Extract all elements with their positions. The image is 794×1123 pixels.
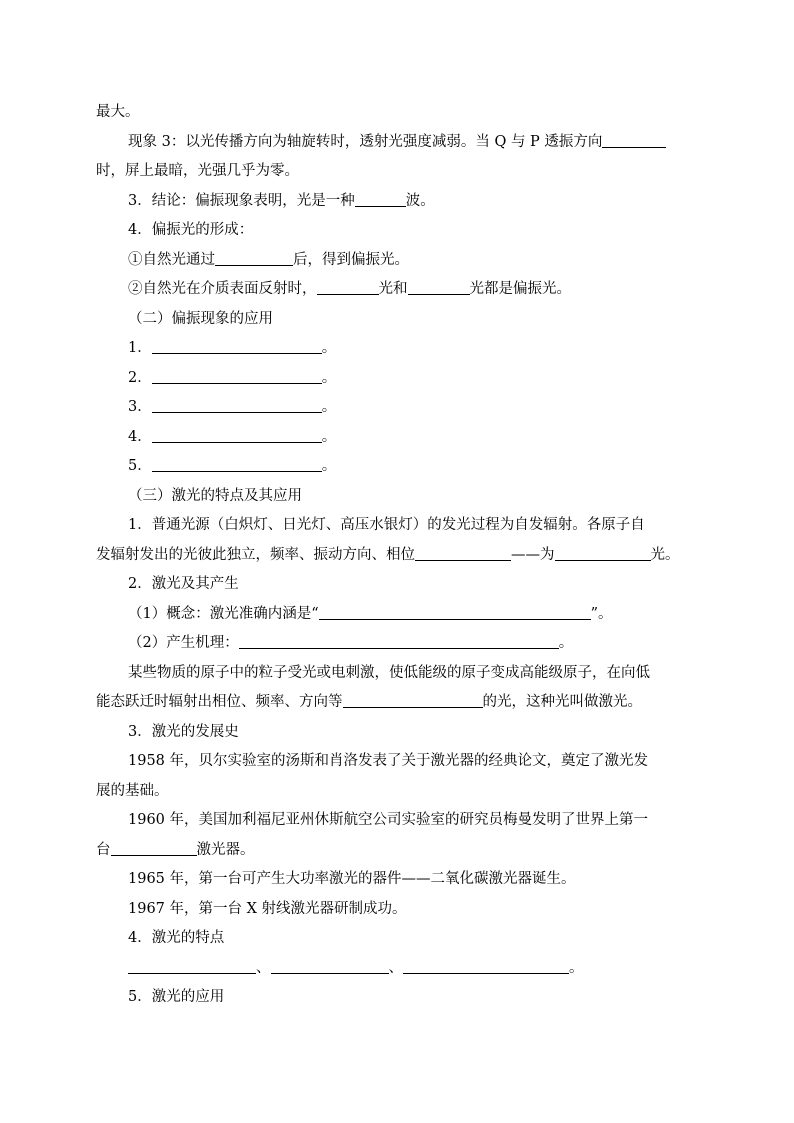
text-line bbox=[96, 275, 700, 305]
fill-blank[interactable] bbox=[343, 693, 483, 708]
text: 发辐射发出的光彼此独立，频率、振动方向、相位 bbox=[96, 546, 415, 563]
fill-blank[interactable] bbox=[152, 457, 322, 472]
text-line bbox=[96, 246, 700, 276]
text: 5．激光的应用 bbox=[128, 989, 225, 1005]
text-line bbox=[96, 541, 700, 571]
text-line bbox=[96, 157, 700, 187]
text: 4．偏振光的形成： bbox=[128, 222, 254, 238]
section-heading bbox=[96, 482, 700, 512]
text-line bbox=[96, 954, 700, 984]
fill-blank[interactable] bbox=[215, 251, 293, 266]
text: 展的基础。 bbox=[96, 782, 169, 799]
text: 2．激光及其产生 bbox=[128, 576, 239, 592]
text: 。 bbox=[321, 340, 337, 356]
text-line bbox=[96, 865, 700, 895]
text: 波。 bbox=[405, 192, 435, 209]
text: 3．激光的发展史 bbox=[128, 723, 239, 740]
text: 光都是偏振光。 bbox=[469, 281, 571, 297]
list-item bbox=[96, 393, 700, 423]
fill-blank[interactable] bbox=[403, 959, 569, 974]
fill-blank[interactable] bbox=[152, 428, 322, 443]
fill-blank[interactable] bbox=[152, 369, 322, 384]
fill-blank[interactable] bbox=[152, 339, 322, 354]
fill-blank[interactable] bbox=[271, 959, 389, 974]
text: 光。 bbox=[650, 546, 680, 563]
text: 台 bbox=[96, 841, 111, 858]
text-line bbox=[96, 629, 700, 659]
text-line bbox=[96, 570, 700, 600]
fill-blank[interactable] bbox=[415, 546, 511, 561]
document-page bbox=[96, 98, 700, 1013]
fill-blank[interactable] bbox=[555, 546, 651, 561]
text-line bbox=[96, 600, 700, 630]
text-line bbox=[96, 924, 700, 954]
text: 。 bbox=[321, 458, 337, 474]
text-line bbox=[96, 688, 700, 718]
text: 1．普通光源（白炽灯、日光灯、高压水银灯）的发光过程为自发辐射。各原子自 bbox=[128, 517, 645, 533]
fill-blank[interactable] bbox=[128, 959, 256, 974]
text: 的光，这种光叫做激光。 bbox=[482, 694, 642, 710]
list-item bbox=[96, 334, 700, 364]
text: 光和 bbox=[378, 281, 408, 297]
text: ①自然光通过 bbox=[128, 251, 215, 268]
text-line bbox=[96, 659, 700, 689]
text: ——为 bbox=[511, 546, 555, 563]
text: 。 bbox=[321, 369, 337, 386]
text: 、 bbox=[388, 959, 403, 976]
item-number: 3． bbox=[128, 399, 152, 415]
text: 能态跃迁时辐射出相位、频率、方向等 bbox=[96, 694, 343, 710]
text-line bbox=[96, 895, 700, 925]
fill-blank[interactable] bbox=[355, 192, 406, 207]
section-heading bbox=[96, 305, 700, 335]
fill-blank[interactable] bbox=[152, 398, 322, 413]
text: （1）概念：激光准确内涵是“ bbox=[128, 605, 319, 622]
text: 。 bbox=[321, 399, 337, 415]
text-line bbox=[96, 128, 700, 158]
text: 时，屏上最暗，光强几乎为零。 bbox=[96, 163, 299, 179]
text-line bbox=[96, 747, 700, 777]
text: 现象 3：以光传播方向为轴旋转时，透射光强度减弱。当 Q 与 P 透振方向 bbox=[128, 133, 603, 150]
fill-blank[interactable] bbox=[239, 634, 559, 649]
text-line bbox=[96, 187, 700, 217]
list-item bbox=[96, 423, 700, 453]
item-number: 4． bbox=[128, 428, 152, 445]
item-number: 5． bbox=[128, 458, 152, 474]
text: （2）产生机理： bbox=[128, 635, 239, 651]
text: 。 bbox=[321, 428, 337, 445]
text: 。 bbox=[558, 635, 574, 651]
text: ②自然光在介质表面反射时， bbox=[128, 281, 317, 297]
list-item bbox=[96, 364, 700, 394]
fill-blank[interactable] bbox=[111, 841, 197, 856]
fill-blank[interactable] bbox=[319, 605, 591, 620]
text: 。 bbox=[569, 959, 584, 976]
fill-blank[interactable] bbox=[602, 133, 666, 148]
text-line bbox=[96, 806, 700, 836]
list-item bbox=[96, 452, 700, 482]
text-line bbox=[96, 983, 700, 1013]
text-line bbox=[96, 511, 700, 541]
text: 3．结论：偏振现象表明，光是一种 bbox=[128, 192, 355, 209]
text: 1965 年，第一台可产生大功率激光的器件——二氧化碳激光器诞生。 bbox=[128, 871, 576, 887]
text: 最大。 bbox=[96, 104, 140, 120]
fill-blank[interactable] bbox=[408, 280, 470, 295]
text-line bbox=[96, 98, 700, 128]
text: 1967 年，第一台 X 射线激光器研制成功。 bbox=[128, 900, 407, 917]
text: 4．激光的特点 bbox=[128, 930, 225, 946]
text: （三）激光的特点及其应用 bbox=[128, 487, 302, 504]
fill-blank[interactable] bbox=[317, 280, 379, 295]
text: 某些物质的原子中的粒子受光或电刺激，使低能级的原子变成高能级原子，在向低 bbox=[128, 664, 650, 681]
text: 、 bbox=[256, 959, 271, 976]
text-line bbox=[96, 777, 700, 807]
item-number: 1． bbox=[128, 340, 152, 356]
item-number: 2． bbox=[128, 369, 152, 386]
text-line bbox=[96, 216, 700, 246]
text: 激光器。 bbox=[196, 841, 255, 858]
text-line bbox=[96, 836, 700, 866]
text: 1958 年，贝尔实验室的汤斯和肖洛发表了关于激光器的经典论文，奠定了激光发 bbox=[128, 753, 649, 769]
text-line bbox=[96, 718, 700, 748]
text: ”。 bbox=[590, 605, 613, 622]
text: 后，得到偏振光。 bbox=[293, 251, 409, 268]
text: 1960 年，美国加利福尼亚州休斯航空公司实验室的研究员梅曼发明了世界上第一 bbox=[128, 812, 649, 828]
text: （二）偏振现象的应用 bbox=[128, 310, 273, 327]
